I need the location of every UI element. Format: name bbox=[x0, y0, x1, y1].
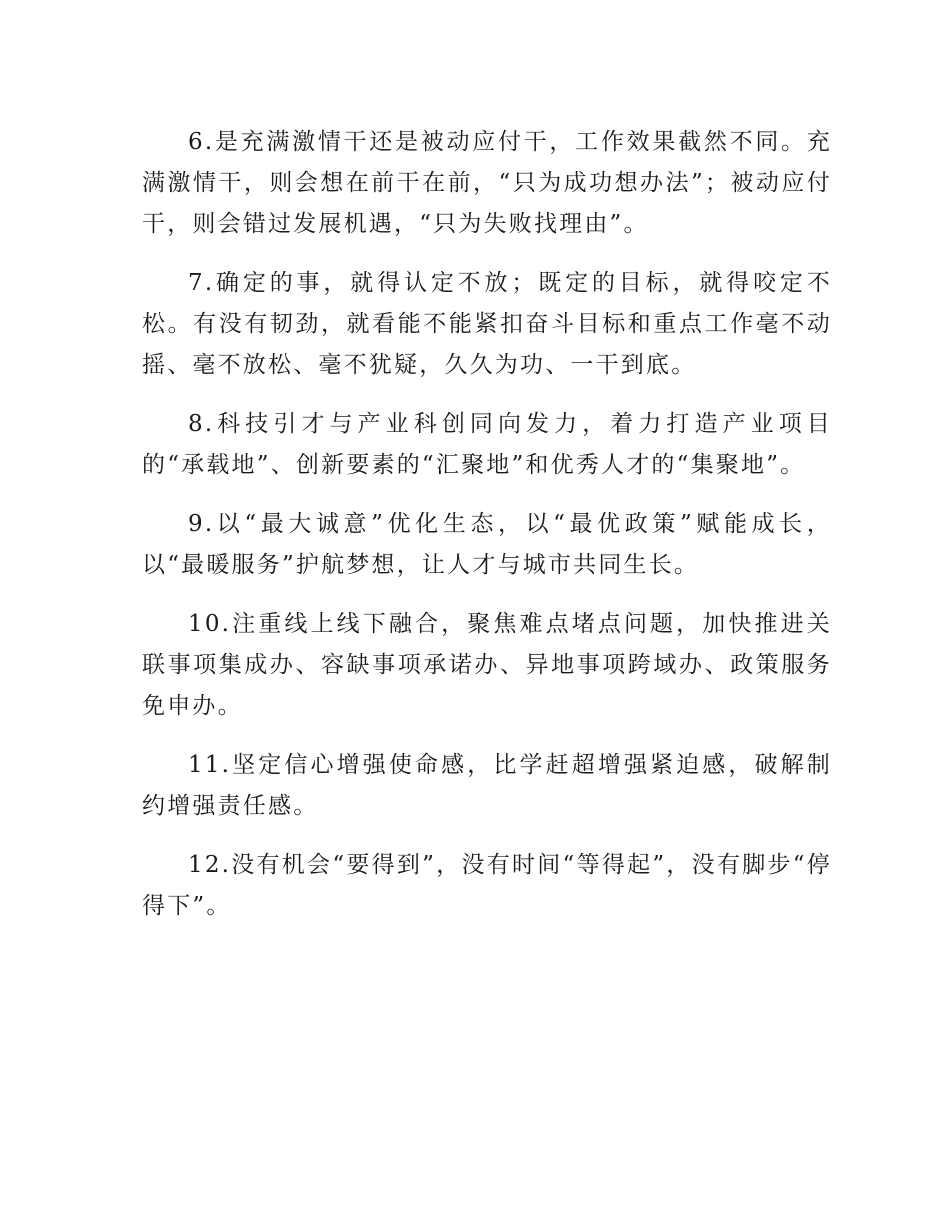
paragraph-12: 12.没有机会“要得到”，没有时间“等得起”，没有脚步“停得下”。 bbox=[142, 852, 832, 919]
paragraph-7: 7.确定的事，就得认定不放；既定的目标，就得咬定不松。有没有韧劲，就看能不能紧扣奋斗目标和重点工作毫不动摇、毫不放松、毫不犹疑，久久为功、一干到底。 bbox=[142, 270, 832, 378]
paragraph-11: 11.坚定信心增强使命感，比学赶超增强紧迫感，破解制约增强责任感。 bbox=[142, 752, 832, 819]
paragraph-8: 8.科技引才与产业科创同向发力，着力打造产业项目的“承载地”、创新要素的“汇聚地”和优秀人才的“集聚地”。 bbox=[142, 411, 832, 478]
paragraph-9: 9.以“最大诚意”优化生态，以“最优政策”赋能成长，以“最暖服务”护航梦想，让人才与城市共同生长。 bbox=[142, 511, 832, 578]
document-body bbox=[142, 122, 832, 945]
paragraph-6: 6.是充满激情干还是被动应付干，工作效果截然不同。充满激情干，则会想在前干在前，“只为成功想办法”；被动应付干，则会错过发展机遇，“只为失败找理由”。 bbox=[142, 129, 832, 237]
paragraph-10: 10.注重线上线下融合，聚焦难点堵点问题，加快推进关联事项集成办、容缺事项承诺办、异地事项跨域办、政策服务免申办。 bbox=[142, 611, 832, 719]
